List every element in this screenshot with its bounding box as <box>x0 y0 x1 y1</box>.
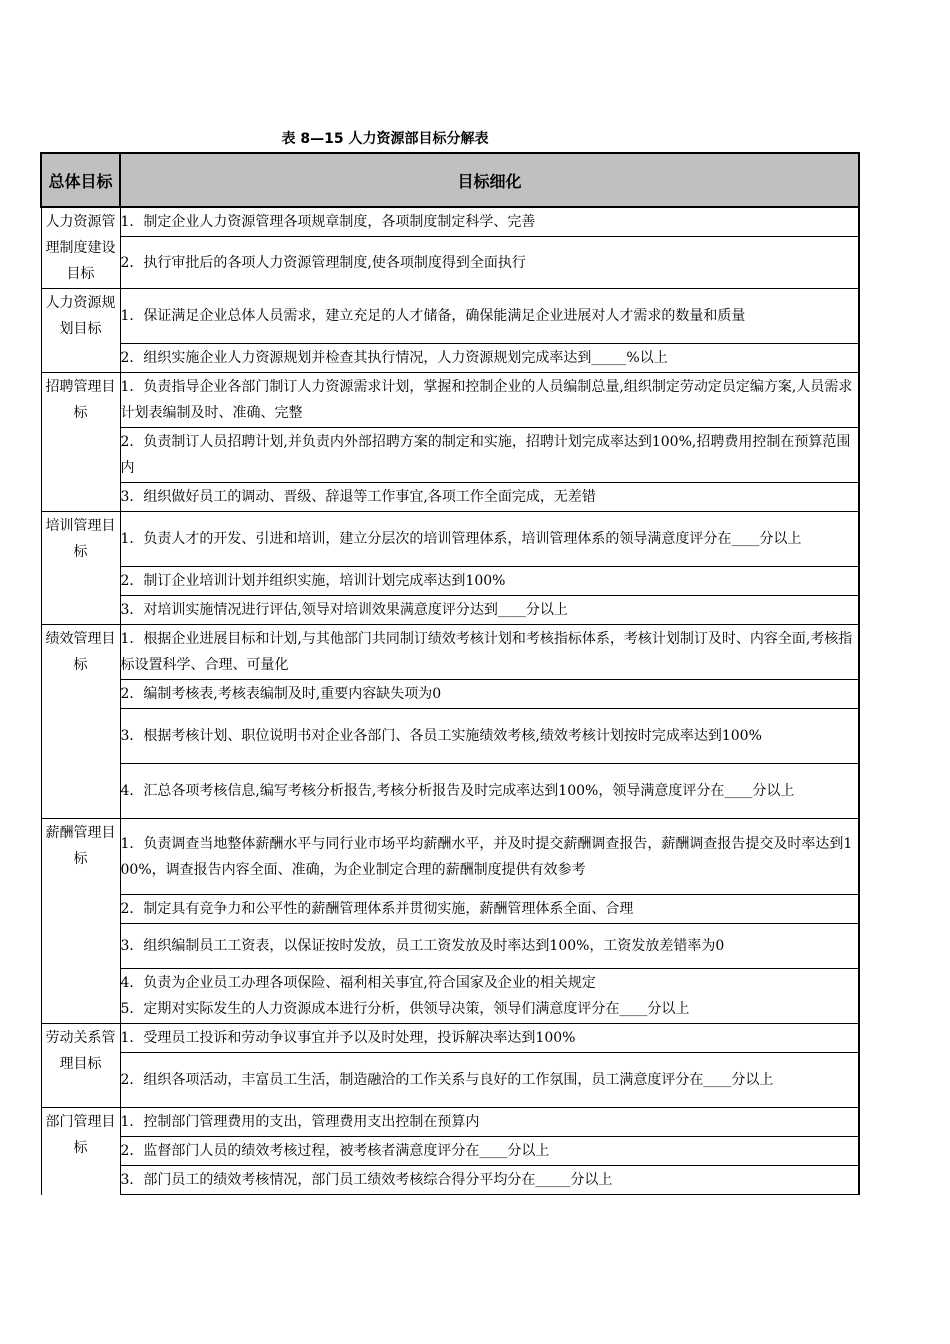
detail-cell: 3．根据考核计划、职位说明书对企业各部门、各员工实施绩效考核,绩效考核计划按时完成率达到100% <box>120 709 859 764</box>
header-overall-goal: 总体目标 <box>41 153 120 207</box>
table-row <box>41 344 859 373</box>
table-row <box>41 764 859 819</box>
table-row <box>41 680 859 709</box>
header-goal-details: 目标细化 <box>120 153 859 207</box>
category-cell: 人力资源规划目标 <box>41 289 120 373</box>
detail-cell: 2．编制考核表,考核表编制及时,重要内容缺失项为0 <box>120 680 859 709</box>
category-cell: 劳动关系管理目标 <box>41 1024 120 1108</box>
category-cell: 薪酬管理目标 <box>41 819 120 1024</box>
detail-cell: 4．汇总各项考核信息,编写考核分析报告,考核分析报告及时完成率达到100%，领导满意度评分在____分以上 <box>120 764 859 819</box>
detail-cell: 1．根据企业进展目标和计划,与其他部门共同制订绩效考核计划和考核指标体系，考核计划制订及时、内容全面,考核指标设置科学、合理、可量化 <box>120 625 859 680</box>
category-cell: 人力资源管理制度建设目标 <box>41 207 120 289</box>
detail-cell: 2．监督部门人员的绩效考核过程，被考核者满意度评分在____分以上 <box>120 1137 859 1166</box>
table-row <box>41 373 859 428</box>
detail-cell: 2．执行审批后的各项人力资源管理制度,使各项制度得到全面执行 <box>120 237 859 289</box>
category-cell: 招聘管理目标 <box>41 373 120 512</box>
detail-cell: 2．组织实施企业人力资源规划并检查其执行情况，人力资源规划完成率达到_____%以上 <box>120 344 859 373</box>
table-row <box>41 207 859 237</box>
detail-cell: 1．负责指导企业各部门制订人力资源需求计划，掌握和控制企业的人员编制总量,组织制定劳动定员定编方案,人员需求计划表编制及时、准确、完整 <box>120 373 859 428</box>
table-row <box>41 819 859 895</box>
detail-cell: 3．组织编制员工工资表，以保证按时发放，员工工资发放及时率达到100%，工资发放差错率为0 <box>120 924 859 969</box>
table-row <box>41 596 859 625</box>
detail-cell: 1．控制部门管理费用的支出，管理费用支出控制在预算内 <box>120 1108 859 1137</box>
table-row <box>41 567 859 596</box>
detail-cell: 2．制订企业培训计划并组织实施，培训计划完成率达到100% <box>120 567 859 596</box>
table-header-row <box>41 153 859 207</box>
detail-line: 4．负责为企业员工办理各项保险、福利相关事宜,符合国家及企业的相关规定 <box>120 975 596 991</box>
table-row <box>41 969 859 1024</box>
category-cell: 绩效管理目标 <box>41 625 120 819</box>
table-row <box>41 289 859 344</box>
goal-breakdown-table <box>40 152 860 1195</box>
category-cell: 培训管理目标 <box>41 512 120 625</box>
table-row <box>41 237 859 289</box>
detail-cell: 1．负责人才的开发、引进和培训，建立分层次的培训管理体系，培训管理体系的领导满意度评分在____分以上 <box>120 512 859 567</box>
table-row <box>41 924 859 969</box>
detail-cell: 2．负责制订人员招聘计划,并负责内外部招聘方案的制定和实施，招聘计划完成率达到100%,招聘费用控制在预算范围内 <box>120 428 859 483</box>
table-row <box>41 1024 859 1053</box>
detail-cell: 1．保证满足企业总体人员需求，建立充足的人才储备，确保能满足企业进展对人才需求的数量和质量 <box>120 289 859 344</box>
table-row <box>41 1137 859 1166</box>
detail-cell: 2．组织各项活动，丰富员工生活，制造融洽的工作关系与良好的工作氛围，员工满意度评分在____分以上 <box>120 1053 859 1108</box>
detail-cell: 3．对培训实施情况进行评估,领导对培训效果满意度评分达到____分以上 <box>120 596 859 625</box>
category-cell: 部门管理目标 <box>41 1108 120 1195</box>
document-title: 表 8—15 人力资源部目标分解表 <box>281 131 489 147</box>
detail-cell: 3．组织做好员工的调动、晋级、辞退等工作事宜,各项工作全面完成，无差错 <box>120 483 859 512</box>
table-row <box>41 1166 859 1195</box>
detail-cell: 1．负责调查当地整体薪酬水平与同行业市场平均薪酬水平，并及时提交薪酬调查报告，薪酬调查报告提交及时率达到100%，调查报告内容全面、准确，为企业制定合理的薪酬制度提供有效参考 <box>120 819 859 895</box>
detail-cell: 2．制定具有竞争力和公平性的薪酬管理体系并贯彻实施，薪酬管理体系全面、合理 <box>120 895 859 924</box>
detail-cell <box>120 969 859 1024</box>
table-row <box>41 1053 859 1108</box>
table-row <box>41 1108 859 1137</box>
detail-cell: 1．制定企业人力资源管理各项规章制度，各项制度制定科学、完善 <box>120 207 859 237</box>
table-row <box>41 483 859 512</box>
table-row <box>41 709 859 764</box>
table-row <box>41 625 859 680</box>
detail-cell: 3．部门员工的绩效考核情况，部门员工绩效考核综合得分平均分在_____分以上 <box>120 1166 859 1195</box>
detail-line: 5．定期对实际发生的人力资源成本进行分析，供领导决策，领导们满意度评分在____分以上 <box>120 1001 690 1017</box>
detail-cell: 1．受理员工投诉和劳动争议事宜并予以及时处理，投诉解决率达到100% <box>120 1024 859 1053</box>
table-row <box>41 512 859 567</box>
table-row <box>41 895 859 924</box>
table-row <box>41 428 859 483</box>
